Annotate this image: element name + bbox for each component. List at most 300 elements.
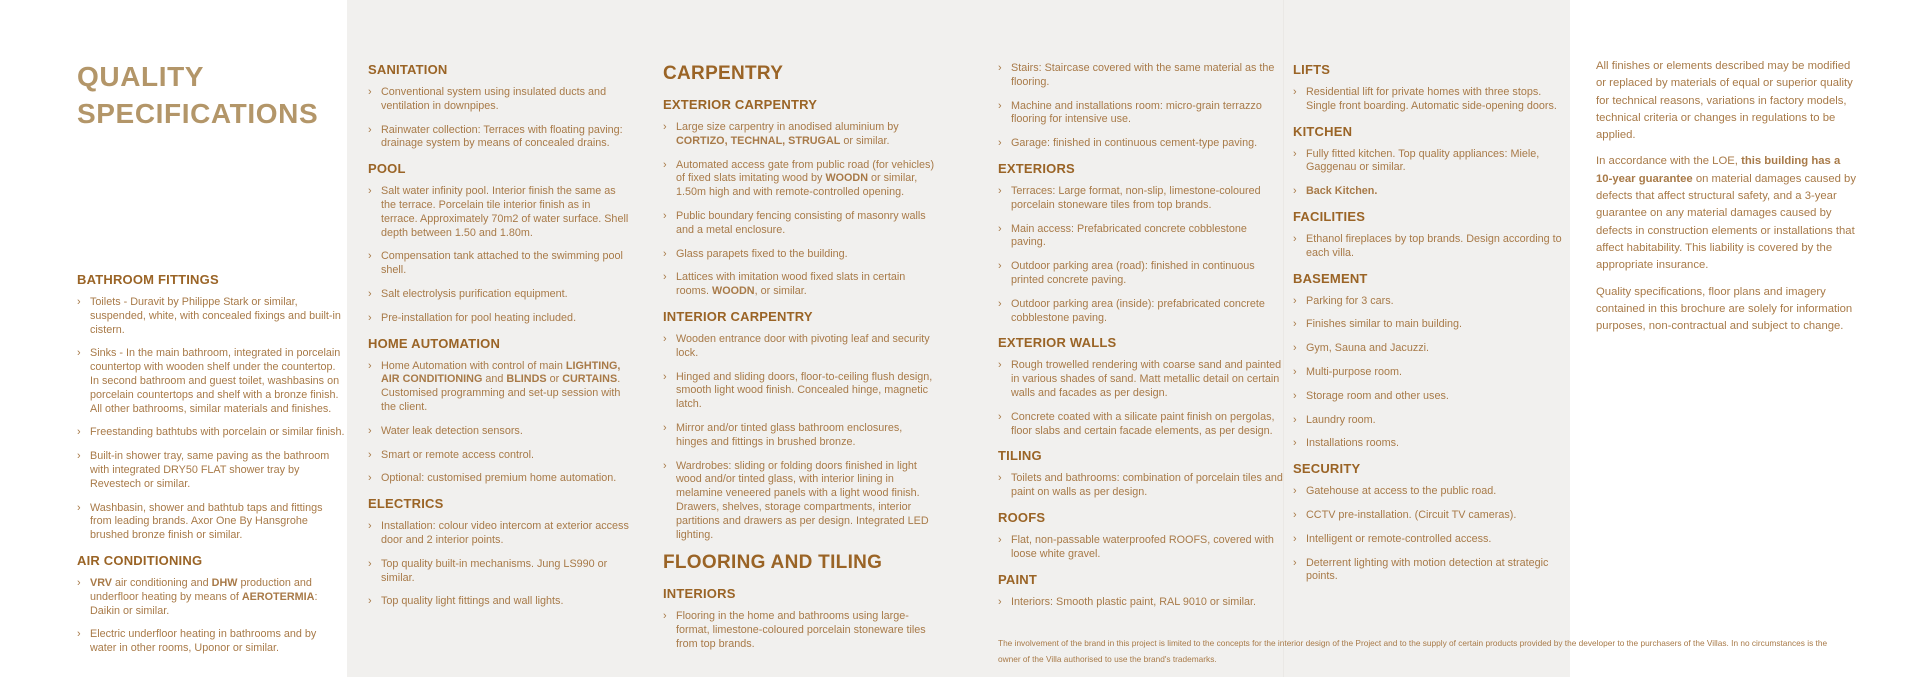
- bullet-item: [1293, 233, 1573, 261]
- bullet-item: [368, 520, 630, 548]
- bullet-list: [368, 86, 630, 151]
- section-heading: INTERIOR CARPENTRY: [663, 308, 813, 324]
- bullet-item: [1293, 185, 1573, 199]
- section-heading: FACILITIES: [1293, 208, 1366, 224]
- text-segment: Intelligent or remote-controlled access.: [1306, 532, 1492, 545]
- section-carpentry: [663, 63, 935, 85]
- bullet-text: [676, 121, 899, 147]
- bullet-marker-icon: ›: [1293, 294, 1297, 307]
- bullet-text: [676, 422, 902, 448]
- section-sanitation: [368, 62, 630, 151]
- bullet-text: [381, 449, 534, 461]
- section-exterior-walls: [998, 335, 1283, 438]
- text-segment: on material damages caused by defects that affect structural safety, and a 3-year guarantee on any material damages caused by defects in construction elements or installations that affect habitability. This liability is covered by the appropriate insurance.: [1596, 172, 1856, 272]
- bullet-text: [381, 124, 623, 150]
- section-kitchen: [1293, 124, 1573, 199]
- bullet-marker-icon: ›: [663, 121, 667, 133]
- section-air-conditioning: [77, 553, 345, 656]
- text-segment: Storage room and other uses.: [1306, 389, 1449, 402]
- section-heading: EXTERIOR CARPENTRY: [663, 97, 818, 112]
- brand-footnote: The involvement of the brand in this project is limited to the concepts for the interior design of the Project and to the supply of certain products provided by the developer to the purchasers of the Villas. In no circumstances is the owner of the Villa authorised to use the brand's trademarks.: [998, 638, 1828, 664]
- bullet-item: [1293, 295, 1573, 309]
- bullet-item: [77, 450, 345, 491]
- bullet-item: [368, 288, 630, 302]
- text-segment: Smart or remote access control.: [381, 448, 535, 461]
- bullet-text: [1306, 148, 1539, 174]
- bullet-marker-icon: ›: [998, 410, 1002, 423]
- bullet-text: [1306, 509, 1516, 521]
- bullet-marker-icon: ›: [368, 424, 372, 437]
- section-basement: [1293, 271, 1573, 452]
- bullet-marker-icon: ›: [368, 123, 372, 136]
- bullet-list: [998, 534, 1283, 562]
- bullet-text: [1011, 100, 1262, 126]
- bullet-item: [663, 159, 935, 200]
- text-segment: Stairs: Staircase covered with the same material as the flooring.: [1011, 62, 1275, 88]
- column-title-and-bathroom: [77, 58, 345, 666]
- bullet-item: [77, 347, 345, 416]
- bullet-list: [998, 62, 1283, 151]
- bullet-text: [90, 502, 322, 542]
- text-segment: Sinks - In the main bathroom, integrated in porcelain countertop with wooden shelf under the countertop. In second bathroom and guest toilet, washbasins on porcelain countertops and shelf with a bronze finish. All other bathrooms, similar materials and finishes.: [90, 347, 341, 415]
- section-heading: KITCHEN: [1293, 123, 1353, 139]
- legal-paragraph: [1596, 58, 1858, 144]
- bullet-item: [1293, 414, 1573, 428]
- section-heading: BATHROOM FITTINGS: [77, 272, 219, 287]
- section-flooring-and-tiling: [663, 552, 935, 574]
- bullet-item: [368, 250, 630, 278]
- bullet-text: [1011, 137, 1257, 149]
- bullet-text: [1306, 318, 1462, 330]
- bullet-text: [381, 288, 568, 300]
- bullet-text: [676, 610, 926, 650]
- text-segment: Rainwater collection: Terraces with floating paving: drainage system by means of concealed drains.: [381, 123, 623, 150]
- text-segment: Installation: colour video intercom at exterior access door and 2 interior points.: [381, 520, 629, 546]
- bullet-marker-icon: ›: [663, 459, 667, 472]
- bullet-text: [1306, 557, 1548, 583]
- bullet-item: [998, 62, 1283, 90]
- column-exteriors-walls: [998, 60, 1283, 619]
- bullet-item: [998, 137, 1283, 151]
- text-segment: : Daikin or similar.: [90, 590, 318, 617]
- column-4-sections: [998, 62, 1283, 609]
- bullet-marker-icon: ›: [368, 287, 372, 300]
- text-segment: Hinged and sliding doors, floor-to-ceiling flush design, smooth light wood finish. Concealed hinge, magnetic latch.: [676, 370, 933, 411]
- bullet-list: [1293, 86, 1573, 114]
- bullet-marker-icon: ›: [77, 426, 81, 439]
- text-segment: Wooden entrance door with pivoting leaf and security lock.: [676, 332, 930, 359]
- bullet-marker-icon: ›: [663, 610, 667, 623]
- bullet-marker-icon: ›: [1293, 485, 1297, 498]
- text-segment: Main access: Prefabricated concrete cobblestone paving.: [1011, 222, 1247, 249]
- bullet-marker-icon: ›: [368, 311, 372, 324]
- bullet-item: [998, 411, 1283, 439]
- text-segment: Gym, Sauna and Jacuzzi.: [1306, 342, 1430, 355]
- section-pool: [368, 161, 630, 325]
- bullet-marker-icon: ›: [368, 86, 372, 98]
- bullet-text: [381, 185, 628, 238]
- bullet-text: [1306, 390, 1449, 402]
- bullet-text: [676, 210, 926, 236]
- bullet-item: [77, 502, 345, 543]
- bullet-item: [1293, 86, 1573, 114]
- bullet-item: [1293, 557, 1573, 585]
- section-heading: TILING: [998, 448, 1042, 464]
- column-carpentry-flooring: [663, 58, 935, 662]
- text-segment: Laundry room.: [1306, 413, 1376, 426]
- bullet-marker-icon: ›: [998, 137, 1002, 150]
- bullet-text: [1306, 185, 1377, 197]
- text-segment: Machine and installations room: micro-grain terrazzo flooring for intensive use.: [1011, 99, 1262, 126]
- bullet-marker-icon: ›: [1293, 232, 1297, 245]
- bullet-text: [90, 347, 340, 414]
- bullet-marker-icon: ›: [1293, 389, 1297, 402]
- bullet-text: [1011, 472, 1283, 498]
- bullet-item: [998, 223, 1283, 251]
- text-segment: Terraces: Large format, non-slip, limestone-coloured porcelain stoneware tiles from top brands.: [1011, 184, 1261, 211]
- bullet-text: [1306, 533, 1491, 545]
- bullet-item: [1293, 366, 1573, 380]
- section-paint: [998, 572, 1283, 610]
- bullet-list: [368, 185, 630, 325]
- bullet-marker-icon: ›: [663, 209, 667, 222]
- bullet-text: [381, 520, 629, 546]
- bullet-text: [676, 159, 934, 199]
- legal-notes-column: [1596, 58, 1858, 344]
- bullet-item: [1293, 437, 1573, 451]
- bullet-marker-icon: ›: [368, 250, 372, 263]
- section-heading: FLOORING AND TILING: [663, 552, 883, 574]
- bullet-text: [1011, 260, 1255, 286]
- section-heading: PAINT: [998, 571, 1038, 587]
- text-segment: Interiors: Smooth plastic paint, RAL 9010 or similar.: [1011, 595, 1257, 608]
- bullet-item: [368, 425, 630, 439]
- bullet-text: [1011, 223, 1247, 249]
- section-heading: ROOFS: [998, 509, 1046, 525]
- bullet-text: [381, 250, 623, 276]
- section-interiors: [663, 586, 935, 651]
- section-heading: SECURITY: [1293, 461, 1361, 477]
- bullet-marker-icon: ›: [368, 448, 372, 461]
- page-title-line: SPECIFICATIONS: [77, 98, 319, 129]
- bullet-item: [1293, 533, 1573, 547]
- page-title-line: QUALITY: [77, 61, 205, 92]
- bullet-text: [381, 360, 620, 413]
- text-segment: In accordance with the LOE,: [1596, 155, 1742, 168]
- bullet-marker-icon: ›: [77, 296, 81, 308]
- bullet-marker-icon: ›: [1293, 185, 1297, 198]
- text-segment: Residential lift for private homes with three stops. Single front boarding. Automatic side-opening doors.: [1306, 86, 1557, 112]
- bullet-list: [77, 296, 345, 543]
- text-segment: Parking for 3 cars.: [1306, 294, 1394, 307]
- bullet-item: [663, 271, 935, 299]
- bullet-marker-icon: ›: [663, 332, 667, 345]
- bullet-text: [381, 595, 563, 607]
- bullet-marker-icon: ›: [998, 359, 1002, 372]
- bullet-marker-icon: ›: [998, 595, 1002, 608]
- bullet-text: [676, 248, 848, 260]
- text-segment: Mirror and/or tinted glass bathroom enclosures, hinges and fittings in brushed bronze.: [676, 421, 903, 448]
- column-lifts-basement: [1293, 60, 1573, 594]
- column-2-sections: [368, 62, 630, 609]
- bullet-list: [1293, 295, 1573, 452]
- text-segment: Multi-purpose room.: [1306, 365, 1403, 378]
- bullet-text: [1306, 86, 1557, 112]
- bullet-item: [663, 460, 935, 543]
- bullet-marker-icon: ›: [77, 576, 81, 589]
- bold-term: DHW: [211, 576, 238, 589]
- text-segment: Glass parapets fixed to the building.: [676, 247, 848, 260]
- text-segment: Conventional system using insulated ducts and ventilation in downpipes.: [381, 86, 607, 112]
- text-segment: Gatehouse at access to the public road.: [1306, 485, 1497, 498]
- bullet-item: [998, 359, 1283, 400]
- bullet-text: [1011, 411, 1274, 437]
- legal-paragraph: [1596, 284, 1858, 336]
- bullet-item: [1293, 509, 1573, 523]
- bullet-item: [1293, 485, 1573, 499]
- text-segment: All finishes or elements described may be modified or replaced by materials of equal or superior quality for technical reasons, variations in factory models, technical criteria or changes in regulations to be applied.: [1596, 60, 1853, 142]
- bold-term: BLINDS: [506, 373, 547, 386]
- bullet-list: [1293, 485, 1573, 584]
- bullet-marker-icon: ›: [663, 271, 667, 284]
- bullet-marker-icon: ›: [998, 62, 1002, 74]
- text-segment: Built-in shower tray, same paving as the bathroom with integrated DRY50 FLAT shower tray by Revestech or similar.: [90, 450, 330, 490]
- text-segment: Compensation tank attached to the swimming pool shell.: [381, 250, 623, 277]
- bullet-list: [1293, 233, 1573, 261]
- bullet-item: [1293, 318, 1573, 332]
- bullet-item: [368, 360, 630, 415]
- bullet-marker-icon: ›: [998, 184, 1002, 197]
- text-segment: or similar, 1.50m high and with remote-controlled opening.: [676, 172, 918, 199]
- bullet-marker-icon: ›: [368, 185, 372, 198]
- text-segment: Concrete coated with a silicate paint finish on pergolas, floor slabs and certain facade elements, as per design.: [1011, 410, 1275, 437]
- bullet-marker-icon: ›: [77, 501, 81, 514]
- text-segment: Salt electrolysis purification equipment.: [381, 287, 568, 300]
- bullet-text: [90, 450, 329, 490]
- bullet-text: [381, 86, 606, 112]
- bullet-item: [368, 449, 630, 463]
- bullet-item: [663, 121, 935, 149]
- bullet-marker-icon: ›: [1293, 532, 1297, 545]
- text-segment: Outdoor parking area (road): finished in continuous printed concrete paving.: [1011, 260, 1255, 286]
- text-segment: Quality specifications, floor plans and imagery contained in this brochure are solely for information purposes, non-contractual and subject to change.: [1596, 285, 1853, 333]
- bullet-text: [1306, 342, 1429, 354]
- bold-term: WOODN: [825, 172, 869, 185]
- section-heading: CARPENTRY: [663, 63, 784, 84]
- bullet-item: [368, 86, 630, 114]
- bold-term: WOODN: [712, 285, 755, 298]
- section-lifts: [1293, 62, 1573, 114]
- bullet-marker-icon: ›: [1293, 508, 1297, 521]
- bullet-text: [381, 558, 607, 584]
- bullet-text: [1306, 414, 1376, 426]
- bullet-item: [1293, 390, 1573, 404]
- bullet-item: [663, 248, 935, 262]
- section-heading: POOL: [368, 161, 406, 177]
- bullet-marker-icon: ›: [368, 472, 372, 485]
- bullet-text: [90, 577, 317, 617]
- text-segment: Fully fitted kitchen. Top quality appliances: Miele, Gaggenau or similar.: [1306, 147, 1540, 174]
- bullet-list: [368, 360, 630, 487]
- section-interior-carpentry: [663, 309, 935, 542]
- bullet-list: [998, 185, 1283, 325]
- bullet-list: [998, 359, 1283, 438]
- bullet-marker-icon: ›: [1293, 413, 1297, 426]
- text-segment: Garage: finished in continuous cement-type paving.: [1011, 137, 1258, 150]
- text-segment: Finishes similar to main building.: [1306, 318, 1463, 331]
- bullet-marker-icon: ›: [368, 520, 372, 533]
- text-segment: Top quality built-in mechanisms. Jung LS990 or similar.: [381, 557, 608, 584]
- bullet-marker-icon: ›: [663, 158, 667, 171]
- bullet-item: [368, 472, 630, 486]
- bullet-marker-icon: ›: [77, 347, 81, 360]
- text-segment: Large size carpentry in anodised aluminium by: [676, 121, 899, 133]
- bullet-text: [1011, 298, 1265, 324]
- bullet-marker-icon: ›: [998, 222, 1002, 235]
- section-heading: EXTERIORS: [998, 160, 1075, 176]
- text-segment: production and underfloor heating by means of: [90, 576, 312, 603]
- section-heading: INTERIORS: [663, 586, 736, 602]
- bullet-marker-icon: ›: [663, 247, 667, 260]
- section-bathroom-fittings: [77, 272, 345, 543]
- text-segment: Rough trowelled rendering with coarse sand and painted in various shades of sand. Matt metallic detail on certain walls and facades as per design.: [1011, 359, 1282, 399]
- text-segment: Optional: customised premium home automation.: [381, 472, 617, 485]
- bullet-marker-icon: ›: [1293, 556, 1297, 569]
- bullet-text: [381, 472, 616, 484]
- bullet-item: [77, 296, 345, 337]
- text-segment: Water leak detection sensors.: [381, 424, 523, 437]
- bullet-list: [998, 596, 1283, 610]
- text-segment: Wardrobes: sliding or folding doors finished in light wood and/or tinted glass, with interior lining in melamine veneered panels with a light wood finish. Drawers, shelves, storage compartments, interior partitions and drawers as per design. Integrated LED lighting.: [676, 459, 929, 541]
- page-title: [77, 58, 345, 132]
- bullet-item: [663, 422, 935, 450]
- text-segment: Public boundary fencing consisting of masonry walls and a metal enclosure.: [676, 209, 926, 236]
- bullet-marker-icon: ›: [663, 421, 667, 434]
- bullet-item: [663, 371, 935, 412]
- bullet-text: [676, 333, 930, 359]
- text-segment: Top quality light fittings and wall lights.: [381, 595, 564, 608]
- bullet-marker-icon: ›: [998, 533, 1002, 546]
- bullet-item: [998, 298, 1283, 326]
- text-segment: Flat, non-passable waterproofed ROOFS, covered with loose white gravel.: [1011, 533, 1274, 560]
- text-segment: Flooring in the home and bathrooms using large-format, limestone-coloured porcelain stoneware tiles from top brands.: [676, 610, 926, 650]
- bullet-marker-icon: ›: [998, 297, 1002, 310]
- bullet-item: [998, 100, 1283, 128]
- section-tiling: [998, 448, 1283, 500]
- text-segment: Toilets and bathrooms: combination of porcelain tiles and paint on walls as per design.: [1011, 472, 1283, 499]
- bullet-item: [663, 333, 935, 361]
- bullet-marker-icon: ›: [1293, 365, 1297, 378]
- section-heading: SANITATION: [368, 62, 448, 77]
- bullet-marker-icon: ›: [368, 595, 372, 608]
- bullet-text: [1011, 596, 1256, 608]
- section-heading: EXTERIOR WALLS: [998, 335, 1117, 351]
- bullet-item: [998, 596, 1283, 610]
- bullet-marker-icon: ›: [1293, 318, 1297, 331]
- bullet-marker-icon: ›: [663, 370, 667, 383]
- bullet-item: [998, 260, 1283, 288]
- bullet-marker-icon: ›: [368, 359, 372, 372]
- text-segment: Automated access gate from public road (for vehicles) of fixed slats imitating wood by: [676, 158, 935, 185]
- bullet-item: [368, 185, 630, 240]
- text-segment: Deterrent lighting with motion detection at strategic points.: [1306, 556, 1549, 583]
- bullet-item: [1293, 342, 1573, 356]
- text-segment: , or similar.: [754, 285, 807, 298]
- section-security: [1293, 461, 1573, 584]
- text-segment: Electric underfloor heating in bathrooms and by water in other rooms, Uponor or similar.: [90, 628, 317, 655]
- bullet-marker-icon: ›: [1293, 342, 1297, 355]
- bold-term: VRV: [90, 576, 113, 589]
- text-segment: Ethanol fireplaces by top brands. Design according to each villa.: [1306, 232, 1562, 259]
- bold-term: AEROTERMIA: [241, 590, 315, 603]
- legal-paragraph: [1596, 153, 1858, 274]
- bullet-list: [998, 472, 1283, 500]
- section-exteriors: [998, 161, 1283, 325]
- text-segment: air conditioning and: [112, 576, 212, 589]
- section-heading: HOME AUTOMATION: [368, 335, 501, 351]
- bold-term: CURTAINS: [562, 373, 618, 386]
- bullet-item: [77, 426, 345, 440]
- bullet-text: [1306, 295, 1394, 307]
- bullet-text: [90, 426, 344, 438]
- bullet-text: [381, 312, 576, 324]
- bullet-list: [663, 121, 935, 299]
- bullet-list: [663, 610, 935, 651]
- bullet-item: [663, 210, 935, 238]
- bullet-text: [676, 371, 932, 411]
- column-sanitation-pool: [368, 60, 630, 619]
- text-segment: Pre-installation for pool heating included.: [381, 311, 577, 324]
- column-5-sections: [1293, 62, 1573, 584]
- bullet-text: [1306, 485, 1496, 497]
- page-fold-line: [1283, 0, 1284, 677]
- section-roofs: [998, 510, 1283, 562]
- bullet-marker-icon: ›: [368, 557, 372, 570]
- column-1-sections: [77, 272, 345, 656]
- section-electrics: [368, 496, 630, 609]
- bullet-text: [1011, 359, 1281, 399]
- section-heading: BASEMENT: [1293, 270, 1368, 286]
- text-segment: . Customised programming and set-up session with the client.: [381, 373, 621, 413]
- bullet-marker-icon: ›: [998, 99, 1002, 112]
- bullet-item: [663, 610, 935, 651]
- column-3-sections: [663, 63, 935, 652]
- bullet-item: [77, 577, 345, 618]
- bullet-text: [1306, 233, 1562, 259]
- text-segment: Installations rooms.: [1306, 437, 1400, 450]
- bullet-item: [998, 185, 1283, 213]
- bullet-text: [676, 271, 905, 297]
- text-segment: Lattices with imitation wood fixed slats in certain rooms.: [676, 271, 906, 298]
- bullet-item: [998, 534, 1283, 562]
- bullet-item: [368, 312, 630, 326]
- bold-term: CORTIZO, TECHNAL, STRUGAL: [676, 134, 841, 147]
- bullet-item: [368, 595, 630, 609]
- bullet-item: [368, 124, 630, 152]
- bullet-marker-icon: ›: [77, 450, 81, 463]
- bullet-item: [1293, 148, 1573, 176]
- bullet-text: [1011, 62, 1274, 88]
- bullet-marker-icon: ›: [1293, 437, 1297, 450]
- section-exterior-carpentry: [663, 97, 935, 299]
- section-continued-items: [998, 62, 1283, 151]
- text-segment: CCTV pre-installation. (Circuit TV cameras).: [1306, 508, 1517, 521]
- section-heading: AIR CONDITIONING: [77, 552, 203, 568]
- bullet-text: [676, 460, 929, 541]
- bullet-text: [1306, 437, 1399, 449]
- bold-term: this building has a 10-year guarantee: [1596, 155, 1841, 185]
- bullet-marker-icon: ›: [998, 260, 1002, 273]
